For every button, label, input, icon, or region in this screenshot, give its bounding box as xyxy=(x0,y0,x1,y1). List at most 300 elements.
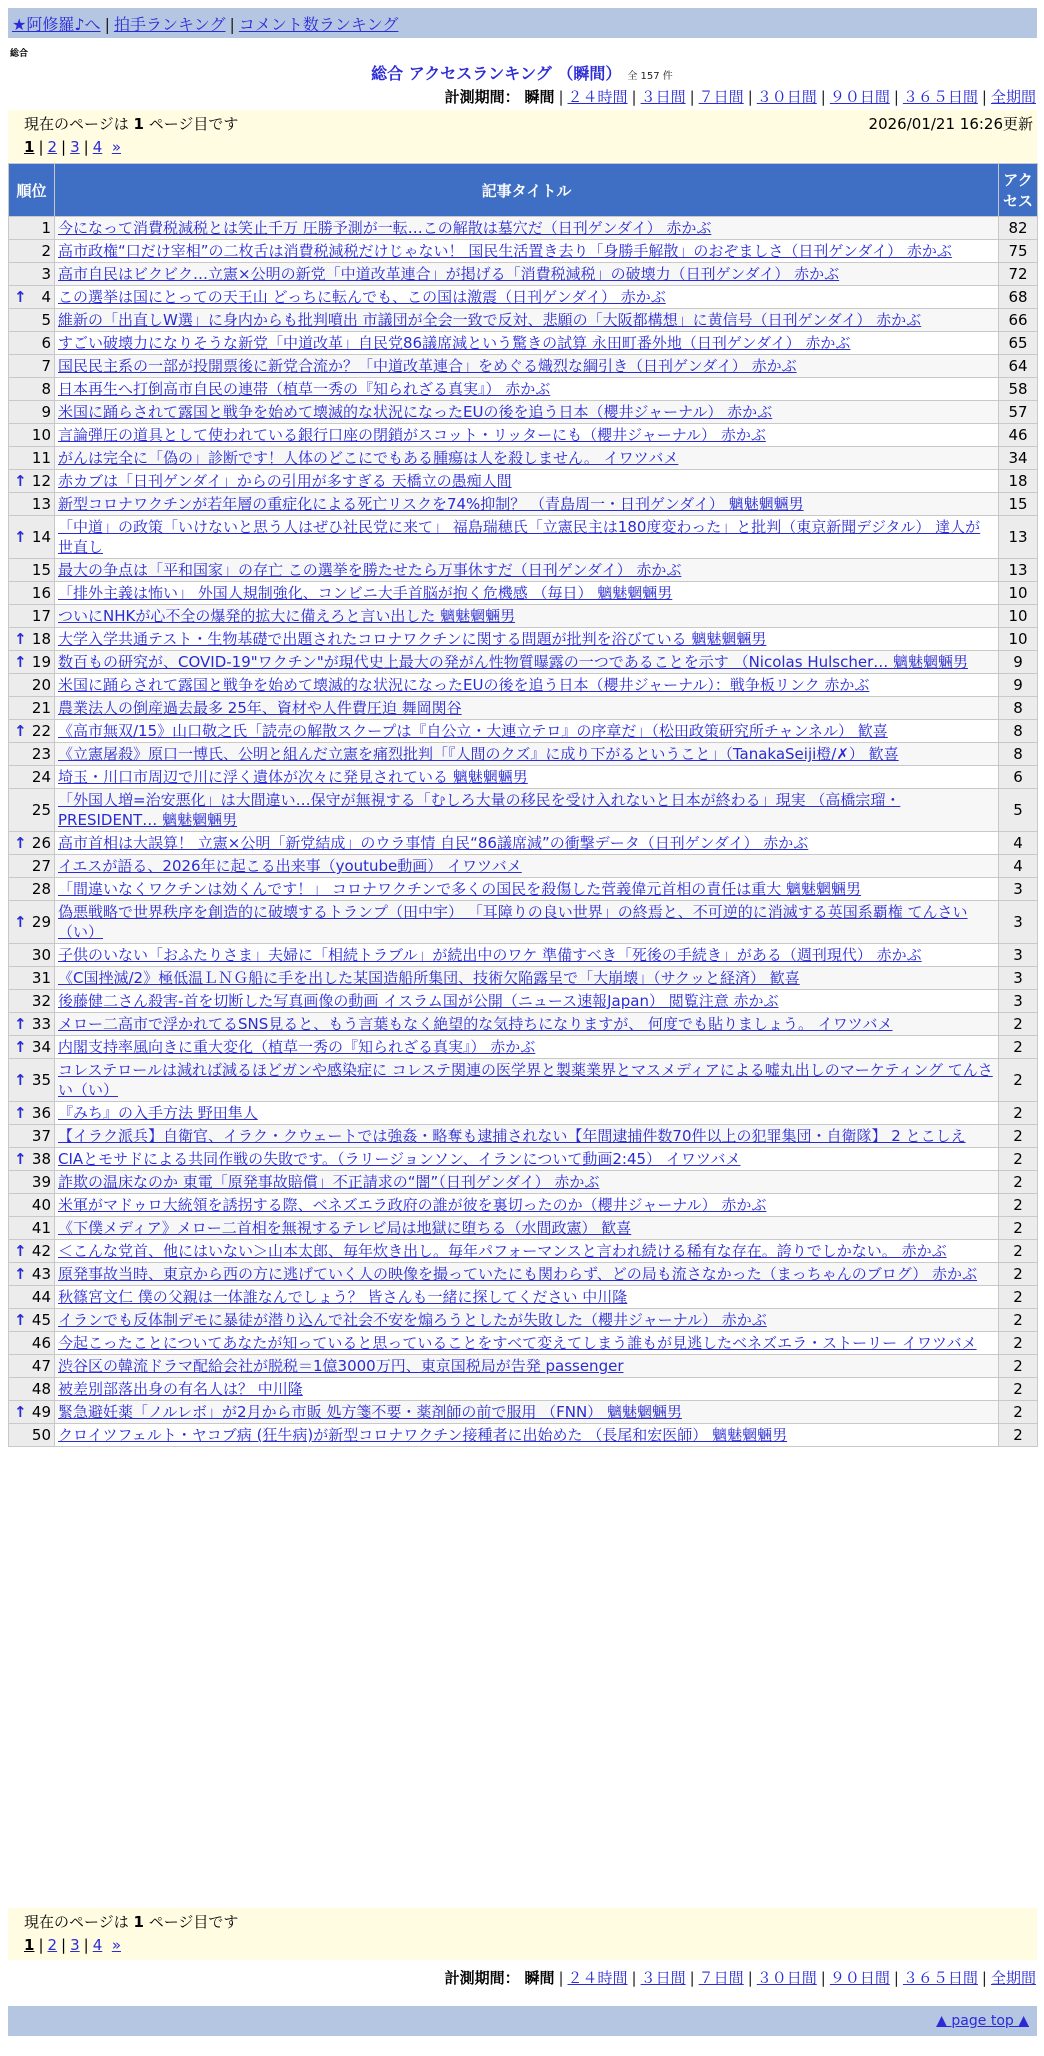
title-cell xyxy=(55,240,999,263)
article-link[interactable]: 国民民主系の一部が投開票後に新党合流か？「中道改革連合」をめぐる熾烈な綱引き（日刊ゲンダイ） 赤かぶ xyxy=(58,357,797,375)
pager-top: 1 | 2 | 3 | 4 » xyxy=(24,138,121,156)
top-nav-bar xyxy=(8,8,1037,38)
title-cell xyxy=(55,651,999,674)
table-row xyxy=(9,1378,1038,1401)
title-cell xyxy=(55,944,999,967)
access-count: 2 xyxy=(999,1401,1038,1424)
table-row xyxy=(9,582,1038,605)
table-row xyxy=(9,1263,1038,1286)
title-cell xyxy=(55,286,999,309)
up-arrow-icon: ↑ xyxy=(14,472,27,490)
title-cell xyxy=(55,990,999,1013)
rank-number: 4 xyxy=(41,288,51,306)
rank-number: 26 xyxy=(31,834,51,852)
title-cell xyxy=(55,1217,999,1240)
rank-number: 5 xyxy=(41,311,51,329)
table-row xyxy=(9,263,1038,286)
period-90d[interactable]: ９０日間 xyxy=(829,88,890,106)
title-cell xyxy=(55,605,999,628)
rank-cell xyxy=(9,720,55,743)
access-count: 15 xyxy=(999,493,1038,516)
rank-number: 33 xyxy=(31,1015,51,1033)
period-3d[interactable]: ３日間 xyxy=(640,1969,686,1987)
table-row xyxy=(9,378,1038,401)
rank-number: 21 xyxy=(31,699,51,717)
access-count: 2 xyxy=(999,1148,1038,1171)
access-count: 3 xyxy=(999,901,1038,944)
rank-number: 9 xyxy=(41,403,51,421)
up-arrow-icon: ↑ xyxy=(14,1038,27,1056)
article-link[interactable]: 今起こったことについてあなたが知っていると思っていることをすべて変えてしまう誰もが見逃したベネズエラ・ストーリー イワツバメ xyxy=(58,1334,977,1352)
table-row xyxy=(9,1059,1038,1102)
table-row xyxy=(9,901,1038,944)
period-365d[interactable]: ３６５日間 xyxy=(902,88,978,106)
rank-number: 49 xyxy=(31,1403,51,1421)
rank-cell xyxy=(9,424,55,447)
table-row xyxy=(9,674,1038,697)
table-row xyxy=(9,286,1038,309)
article-link[interactable]: 高市首相は大誤算！ 立憲×公明「新党結成」のウラ事情 自民“86議席減”の衝撃データ（日刊ゲンダイ） 赤かぶ xyxy=(58,834,809,852)
article-link[interactable]: すごい破壊力になりそうな新党「中道改革」自民党86議席減という驚きの試算 永田町番外地（日刊ゲンダイ） 赤かぶ xyxy=(58,334,851,352)
rank-number: 42 xyxy=(31,1242,51,1260)
title-cell xyxy=(55,309,999,332)
article-link[interactable]: この選挙は国にとっての天王山 どっちに転んでも、この国は激震（日刊ゲンダイ） 赤かぶ xyxy=(58,288,666,306)
rank-number: 36 xyxy=(31,1104,51,1122)
article-link[interactable]: 今になって消費税減税とは笑止千万 圧勝予測が一転…この解散は墓穴だ（日刊ゲンダイ） 赤かぶ xyxy=(58,219,712,237)
period-label: 計測期間： xyxy=(444,88,520,106)
table-header-row xyxy=(9,164,1038,217)
pager-page-2[interactable]: 2 xyxy=(47,138,58,156)
access-count: 2 xyxy=(999,1424,1038,1447)
table-row xyxy=(9,309,1038,332)
article-link[interactable]: コレステロールは減れば減るほどガンや感染症に コレステ関連の医学界と製薬業界とマスメディアによる嘘丸出しのマーケティング てんさい（い） xyxy=(58,1061,993,1099)
rank-cell xyxy=(9,240,55,263)
article-link[interactable]: クロイツフェルト・ヤコブ病 (狂牛病)が新型コロナワクチン接種者に出始めた （長尾和宏医師） 魑魅魍魎男 xyxy=(58,1426,788,1444)
title-cell xyxy=(55,582,999,605)
article-link[interactable]: 偽悪戦略で世界秩序を創造的に破壊するトランプ（田中宇） 「耳障りの良い世界」の終焉と、不可逆的に消滅する英国系覇権 てんさい（い） xyxy=(58,903,968,941)
period-365d[interactable]: ３６５日間 xyxy=(902,1969,978,1987)
up-arrow-icon: ↑ xyxy=(14,288,27,306)
rank-number: 12 xyxy=(31,472,51,490)
access-count: 18 xyxy=(999,470,1038,493)
nav-link-comment-ranking[interactable]: コメント数ランキング xyxy=(238,15,399,34)
up-arrow-icon: ↑ xyxy=(14,1104,27,1122)
article-link[interactable]: 「中道」の政策「いけないと思う人はぜひ社民党に来て」 福島瑞穂氏「立憲民主は180度変わった」と批判（東京新聞デジタル） 達人が世直し xyxy=(58,518,981,556)
rank-cell xyxy=(9,582,55,605)
article-link[interactable]: 言論弾圧の道具として使われている銀行口座の閉鎖がスコット・リッターにも（櫻井ジャーナル） 赤かぶ xyxy=(58,426,766,444)
rank-number: 27 xyxy=(31,857,51,875)
pager-current: 1 xyxy=(24,1936,35,1954)
article-link[interactable]: 《下僕メディア》メロー二首相を無視するテレビ局は地獄に堕ちる（水間政憲） 歓喜 xyxy=(58,1219,632,1237)
access-count: 6 xyxy=(999,766,1038,789)
access-count: 2 xyxy=(999,1263,1038,1286)
rank-cell xyxy=(9,674,55,697)
access-count: 8 xyxy=(999,697,1038,720)
article-link[interactable]: 「外国人増=治安悪化」は大間違い…保守が無視する「むしろ大量の移民を受け入れないと日本が終わる」現実 （高橋宗瑠・PRESIDENT… 魑魅魍魎男 xyxy=(58,791,901,829)
article-link[interactable]: 新型コロナワクチンが若年層の重症化による死亡リスクを74%抑制？ （青島周一・日刊ゲンダイ） 魑魅魍魎男 xyxy=(58,495,804,513)
title-cell xyxy=(55,1355,999,1378)
title-cell xyxy=(55,1013,999,1036)
rank-number: 23 xyxy=(31,745,51,763)
rank-cell xyxy=(9,1401,55,1424)
access-count: 82 xyxy=(999,217,1038,240)
rank-number: 20 xyxy=(31,676,51,694)
footer-bar xyxy=(8,2006,1037,2036)
access-count: 2 xyxy=(999,1125,1038,1148)
table-row xyxy=(9,1194,1038,1217)
ranking-body xyxy=(9,217,1038,1447)
access-count: 3 xyxy=(999,990,1038,1013)
rank-number: 38 xyxy=(31,1150,51,1168)
table-row xyxy=(9,1355,1038,1378)
article-link[interactable]: CIAとモサドによる共同作戦の失敗です。（ラリージョンソン、イランについて動画2:45） イワツバメ xyxy=(58,1150,741,1168)
title-cell xyxy=(55,1148,999,1171)
rank-number: 18 xyxy=(31,630,51,648)
rank-number: 48 xyxy=(31,1380,51,1398)
table-row xyxy=(9,832,1038,855)
rank-cell xyxy=(9,1171,55,1194)
table-row xyxy=(9,651,1038,674)
pager-page-3[interactable]: 3 xyxy=(70,138,80,156)
title-cell xyxy=(55,470,999,493)
period-30d[interactable]: ３０日間 xyxy=(756,88,817,106)
article-link[interactable]: 詐欺の温床なのか 東電「原発事故賠償」不正請求の“闇”（日刊ゲンダイ） 赤かぶ xyxy=(58,1173,600,1191)
table-row xyxy=(9,855,1038,878)
table-row xyxy=(9,789,1038,832)
table-row xyxy=(9,1102,1038,1125)
category-label: 総合 xyxy=(10,49,29,59)
table-row xyxy=(9,1148,1038,1171)
updated-timestamp: 2026/01/21 16:26更新 xyxy=(868,115,1033,133)
table-row xyxy=(9,1036,1038,1059)
rank-cell xyxy=(9,1240,55,1263)
rank-cell xyxy=(9,1102,55,1125)
article-link[interactable]: 米国に踊らされて露国と戦争を始めて壊滅的な状況になったEUの後を追う日本（櫻井ジャーナル）：戦争板リンク 赤かぶ xyxy=(58,676,870,694)
rank-number: 29 xyxy=(31,913,51,931)
access-count: 2 xyxy=(999,1240,1038,1263)
article-link[interactable]: 【イラク派兵】自衛官、イラク・クウェートでは強姦・略奪も逮捕されない【年間逮捕件数70件以上の犯罪集団・自衛隊】 2 とこしえ xyxy=(58,1127,966,1145)
ranking-table xyxy=(8,163,1038,1447)
article-link[interactable]: 高市自民はビクビク…立憲×公明の新党「中道改革連合」が掲げる「消費税減税」の破壊力（日刊ゲンダイ） 赤かぶ xyxy=(58,265,840,283)
access-count: 46 xyxy=(999,424,1038,447)
table-row xyxy=(9,1171,1038,1194)
title-cell xyxy=(55,1401,999,1424)
table-row xyxy=(9,967,1038,990)
rank-cell xyxy=(9,1263,55,1286)
table-row xyxy=(9,332,1038,355)
table-row xyxy=(9,1125,1038,1148)
table-row xyxy=(9,697,1038,720)
access-count: 3 xyxy=(999,878,1038,901)
access-count: 2 xyxy=(999,1309,1038,1332)
article-link[interactable]: ＜こんな党首、他にはいない＞山本太郎、毎年炊き出し。毎年パフォーマンスと言われ続ける稀有な存在。誇りでしかない。 赤かぶ xyxy=(58,1242,947,1260)
rank-cell xyxy=(9,651,55,674)
access-count: 58 xyxy=(999,378,1038,401)
access-count: 66 xyxy=(999,309,1038,332)
title-cell xyxy=(55,1263,999,1286)
title-cell xyxy=(55,447,999,470)
period-current: 瞬間 xyxy=(524,88,555,106)
up-arrow-icon: ↑ xyxy=(14,1150,27,1168)
table-row xyxy=(9,766,1038,789)
table-row xyxy=(9,447,1038,470)
rank-number: 25 xyxy=(31,801,51,819)
rank-cell xyxy=(9,493,55,516)
nav-link-home[interactable]: ★阿修羅♪へ xyxy=(12,15,101,34)
rank-cell xyxy=(9,355,55,378)
article-link[interactable]: 『みち』の入手方法 野田隼人 xyxy=(58,1104,258,1122)
title-cell xyxy=(55,1240,999,1263)
access-count: 57 xyxy=(999,401,1038,424)
rank-number: 32 xyxy=(31,992,51,1010)
title-cell xyxy=(55,1194,999,1217)
table-row xyxy=(9,605,1038,628)
rank-cell xyxy=(9,559,55,582)
article-link[interactable]: 被差別部落出身の有名人は？ 中川隆 xyxy=(58,1380,303,1398)
page-info: 現在のページは 1 ページ目です xyxy=(24,115,239,133)
table-row xyxy=(9,1240,1038,1263)
table-row xyxy=(9,1309,1038,1332)
article-link[interactable]: 《立憲屠殺》原口一博氏、公明と組んだ立憲を痛烈批判「『人間のクズ』に成り下がるということ」（TanakaSeiji橙/✗） 歓喜 xyxy=(58,745,899,763)
title-cell xyxy=(55,378,999,401)
article-link[interactable]: 数百もの研究が、COVID-19"ワクチン"が現代史上最大の発がん性物質曝露の一つであることを示す （Nicolas Hulscher… 魑魅魍魎男 xyxy=(58,653,969,671)
up-arrow-icon: ↑ xyxy=(14,1015,27,1033)
rank-cell xyxy=(9,1424,55,1447)
title-cell xyxy=(55,332,999,355)
rank-cell xyxy=(9,743,55,766)
article-link[interactable]: 日本再生へ打倒高市自民の連帯（植草一秀の『知られざる真実』） 赤かぶ xyxy=(58,380,551,398)
article-link[interactable]: 農業法人の倒産過去最多 25年、資材や人件費圧迫 舞岡関谷 xyxy=(58,699,462,717)
table-row xyxy=(9,217,1038,240)
article-link[interactable]: 原発事故当時、東京から西の方に逃げていく人の映像を撮っていたにも関わらず、どの局も流さなかった（まっちゃんのブログ） 赤かぶ xyxy=(58,1265,978,1283)
rank-number: 1 xyxy=(41,219,51,237)
pager-page-3[interactable]: 3 xyxy=(70,1936,80,1954)
up-arrow-icon: ↑ xyxy=(14,1265,27,1283)
article-link[interactable]: 維新の「出直しW選」に身内からも批判噴出 市議団が全会一致で反対、悲願の「大阪都構想」に黄信号（日刊ゲンダイ） 赤かぶ xyxy=(58,311,922,329)
up-arrow-icon: ↑ xyxy=(14,1242,27,1260)
period-90d[interactable]: ９０日間 xyxy=(829,1969,890,1987)
pager-page-4[interactable]: 4 xyxy=(92,1936,103,1954)
access-count: 3 xyxy=(999,967,1038,990)
title-cell xyxy=(55,559,999,582)
article-link[interactable]: イエスが語る、2026年に起こる出来事（youtube動画） イワツバメ xyxy=(58,857,522,875)
rank-cell xyxy=(9,378,55,401)
up-arrow-icon: ↑ xyxy=(14,528,27,546)
access-count: 2 xyxy=(999,1332,1038,1355)
period-7d[interactable]: ７日間 xyxy=(698,88,744,106)
pager-next[interactable]: » xyxy=(111,138,121,156)
rank-number: 34 xyxy=(31,1038,51,1056)
table-row xyxy=(9,990,1038,1013)
title-cell xyxy=(55,217,999,240)
article-link[interactable]: 子供のいない「おふたりさま」夫婦に「相続トラブル」が続出中のワケ 準備すべき「死後の手続き」がある（週刊現代） 赤かぶ xyxy=(58,946,922,964)
title-cell xyxy=(55,1125,999,1148)
article-link[interactable]: 《C国挫滅/2》極低温ＬＮＧ船に手を出した某国造船所集団、技術欠陥露呈で「大崩壊」（サクッと経済） 歓喜 xyxy=(58,969,800,987)
up-arrow-icon: ↑ xyxy=(14,1403,27,1421)
page-info-bar-bottom xyxy=(8,1908,1037,1960)
rank-cell xyxy=(9,605,55,628)
article-link[interactable]: 大学入学共通テスト・生物基礎で出題されたコロナワクチンに関する問題が批判を浴びている 魑魅魍魎男 xyxy=(58,630,767,648)
access-count: 68 xyxy=(999,286,1038,309)
access-count: 5 xyxy=(999,789,1038,832)
rank-number: 17 xyxy=(31,607,51,625)
article-link[interactable]: 後藤健二さん殺害-首を切断した写真画像の動画 イスラム国が公開（ニュース速報Japan） 閲覧注意 赤かぶ xyxy=(58,992,779,1010)
rank-number: 31 xyxy=(31,969,51,987)
rank-cell xyxy=(9,332,55,355)
rank-cell xyxy=(9,878,55,901)
table-row xyxy=(9,628,1038,651)
access-count: 4 xyxy=(999,832,1038,855)
period-24h[interactable]: ２４時間 xyxy=(567,88,628,106)
table-row xyxy=(9,720,1038,743)
table-row xyxy=(9,1286,1038,1309)
rank-number: 8 xyxy=(41,380,51,398)
table-row xyxy=(9,1013,1038,1036)
rank-number: 45 xyxy=(31,1311,51,1329)
rank-number: 47 xyxy=(31,1357,51,1375)
period-all[interactable]: 全期間 xyxy=(990,88,1036,106)
rank-cell xyxy=(9,789,55,832)
rank-number: 24 xyxy=(31,768,51,786)
rank-cell xyxy=(9,1355,55,1378)
header-access: アクセス xyxy=(999,164,1038,217)
rank-cell xyxy=(9,766,55,789)
pager-page-2[interactable]: 2 xyxy=(47,1936,58,1954)
table-row xyxy=(9,1401,1038,1424)
rank-number: 30 xyxy=(31,946,51,964)
rank-cell xyxy=(9,309,55,332)
up-arrow-icon: ↑ xyxy=(14,630,27,648)
title-cell xyxy=(55,1286,999,1309)
article-link[interactable]: 秋篠宮文仁 僕の父親は一体誰なんでしょう？ 皆さんも一緒に探してください 中川隆 xyxy=(58,1288,628,1306)
article-link[interactable]: ついにNHKが心不全の爆発的拡大に備えろと言い出した 魑魅魍魎男 xyxy=(58,607,516,625)
period-all[interactable]: 全期間 xyxy=(990,1969,1036,1987)
rank-cell xyxy=(9,967,55,990)
table-row xyxy=(9,424,1038,447)
nav-link-clap-ranking[interactable]: 拍手ランキング xyxy=(113,15,226,34)
title-cell xyxy=(55,901,999,944)
title-cell xyxy=(55,628,999,651)
article-link[interactable]: 渋谷区の韓流ドラマ配給会社が脱税＝1億3000万円、東京国税局が告発 passenger xyxy=(58,1357,624,1375)
article-link[interactable]: がんは完全に「偽の」診断です！人体のどこにでもある腫瘍は人を殺しません。 イワツバメ xyxy=(58,449,679,467)
title-cell xyxy=(55,401,999,424)
table-row xyxy=(9,1217,1038,1240)
article-link[interactable]: 内閣支持率風向きに重大変化（植草一秀の『知られざる真実』） 赤かぶ xyxy=(58,1038,536,1056)
article-link[interactable]: 《高市無双/15》山口敬之氏「読売の解散スクープは『自公立・大連立テロ』の序章だ」（松田政策研究所チャンネル） 歓喜 xyxy=(58,722,888,740)
rank-number: 15 xyxy=(31,561,51,579)
access-count: 2 xyxy=(999,1013,1038,1036)
title-cell xyxy=(55,1309,999,1332)
access-count: 72 xyxy=(999,263,1038,286)
article-link[interactable]: 「排外主義は怖い」 外国人規制強化、コンビニ大手首脳が抱く危機感 （毎日） 魑魅魍魎男 xyxy=(58,584,673,602)
period-3d[interactable]: ３日間 xyxy=(640,88,686,106)
access-count: 9 xyxy=(999,651,1038,674)
page-top-link[interactable]: ▲ page top ▲ xyxy=(936,2013,1029,2029)
title-cell xyxy=(55,355,999,378)
table-row xyxy=(9,240,1038,263)
article-link[interactable]: 緊急避妊薬「ノルレボ」が2月から市販 処方箋不要・薬剤師の前で服用 （FNN） 魑魅魍魎男 xyxy=(58,1403,682,1421)
pager-page-4[interactable]: 4 xyxy=(92,138,103,156)
title-cell xyxy=(55,789,999,832)
period-30d[interactable]: ３０日間 xyxy=(756,1969,817,1987)
rank-number: 19 xyxy=(31,653,51,671)
rank-cell xyxy=(9,1013,55,1036)
rank-number: 7 xyxy=(41,357,51,375)
rank-number: 13 xyxy=(31,495,51,513)
article-link[interactable]: 埼玉・川口市周辺で川に浮く遺体が次々に発見されている 魑魅魍魎男 xyxy=(58,768,528,786)
access-count: 2 xyxy=(999,1355,1038,1378)
article-link[interactable]: 「間違いなくワクチンは効くんです！」 コロナワクチンで多くの国民を殺傷した菅義偉元首相の責任は重大 魑魅魍魎男 xyxy=(58,880,862,898)
rank-number: 41 xyxy=(31,1219,51,1237)
rank-cell xyxy=(9,1059,55,1102)
article-link[interactable]: 赤カブは「日刊ゲンダイ」からの引用が多すぎる 天橋立の愚痴人間 xyxy=(58,472,512,490)
rank-cell xyxy=(9,901,55,944)
rank-number: 6 xyxy=(41,334,51,352)
up-arrow-icon: ↑ xyxy=(14,834,27,852)
title-cell xyxy=(55,855,999,878)
rank-number: 40 xyxy=(31,1196,51,1214)
table-row xyxy=(9,470,1038,493)
access-count: 34 xyxy=(999,447,1038,470)
rank-number: 39 xyxy=(31,1173,51,1191)
rank-cell xyxy=(9,1309,55,1332)
rank-cell xyxy=(9,855,55,878)
access-count: 4 xyxy=(999,855,1038,878)
article-link[interactable]: 高市政権“口だけ宰相”の二枚舌は消費税減税だけじゃない！ 国民生活置き去り「身勝手解散」のおぞましさ（日刊ゲンダイ） 赤かぶ xyxy=(58,242,952,260)
rank-number: 2 xyxy=(41,242,51,260)
article-link[interactable]: 米軍がマドゥロ大統領を誘拐する際、ベネズエラ政府の誰が彼を裏切ったのか（櫻井ジャーナル） 赤かぶ xyxy=(58,1196,767,1214)
article-link[interactable]: メロー二高市で浮かれてるSNS見ると、もう言葉もなく絶望的な気持ちになりますが、 何度でも貼りましょう。 イワツバメ xyxy=(58,1015,893,1033)
period-7d[interactable]: ７日間 xyxy=(698,1969,744,1987)
access-count: 8 xyxy=(999,743,1038,766)
rank-number: 35 xyxy=(31,1071,51,1089)
period-selector-top: 計測期間： 瞬間 | ２４時間 | ３日間 | ７日間 | ３０日間 | ９０日間 | ３６５日間 | 全期間 xyxy=(444,88,1036,106)
access-count: 2 xyxy=(999,1059,1038,1102)
up-arrow-icon: ↑ xyxy=(14,722,27,740)
rank-number: 46 xyxy=(31,1334,51,1352)
table-row xyxy=(9,401,1038,424)
table-row xyxy=(9,355,1038,378)
access-count: 2 xyxy=(999,1036,1038,1059)
up-arrow-icon: ↑ xyxy=(14,1311,27,1329)
rank-cell xyxy=(9,1286,55,1309)
title-cell xyxy=(55,516,999,559)
access-count: 10 xyxy=(999,582,1038,605)
pager-next[interactable]: » xyxy=(111,1936,121,1954)
article-link[interactable]: イランでも反体制デモに暴徒が潜り込んで社会不安を煽ろうとしたが失敗した（櫻井ジャーナル） 赤かぶ xyxy=(58,1311,767,1329)
article-link[interactable]: 米国に踊らされて露国と戦争を始めて壊滅的な状況になったEUの後を追う日本（櫻井ジャーナル） 赤かぶ xyxy=(58,403,773,421)
table-row xyxy=(9,743,1038,766)
title-cell xyxy=(55,1102,999,1125)
period-24h[interactable]: ２４時間 xyxy=(567,1969,628,1987)
title-cell xyxy=(55,832,999,855)
rank-cell xyxy=(9,217,55,240)
access-count: 9 xyxy=(999,674,1038,697)
table-row xyxy=(9,493,1038,516)
rank-cell xyxy=(9,1194,55,1217)
header-rank: 順位 xyxy=(9,164,55,217)
article-link[interactable]: 最大の争点は「平和国家」の存亡 この選挙を勝たせたら万事休すだ（日刊ゲンダイ） 赤かぶ xyxy=(58,561,682,579)
table-row xyxy=(9,1332,1038,1355)
page-info: 現在のページは 1 ページ目です xyxy=(24,1913,239,1931)
title-cell xyxy=(55,1332,999,1355)
title-cell xyxy=(55,424,999,447)
rank-cell xyxy=(9,1217,55,1240)
title-cell xyxy=(55,878,999,901)
table-row xyxy=(9,1424,1038,1447)
rank-number: 11 xyxy=(31,449,51,467)
title-cell xyxy=(55,1036,999,1059)
